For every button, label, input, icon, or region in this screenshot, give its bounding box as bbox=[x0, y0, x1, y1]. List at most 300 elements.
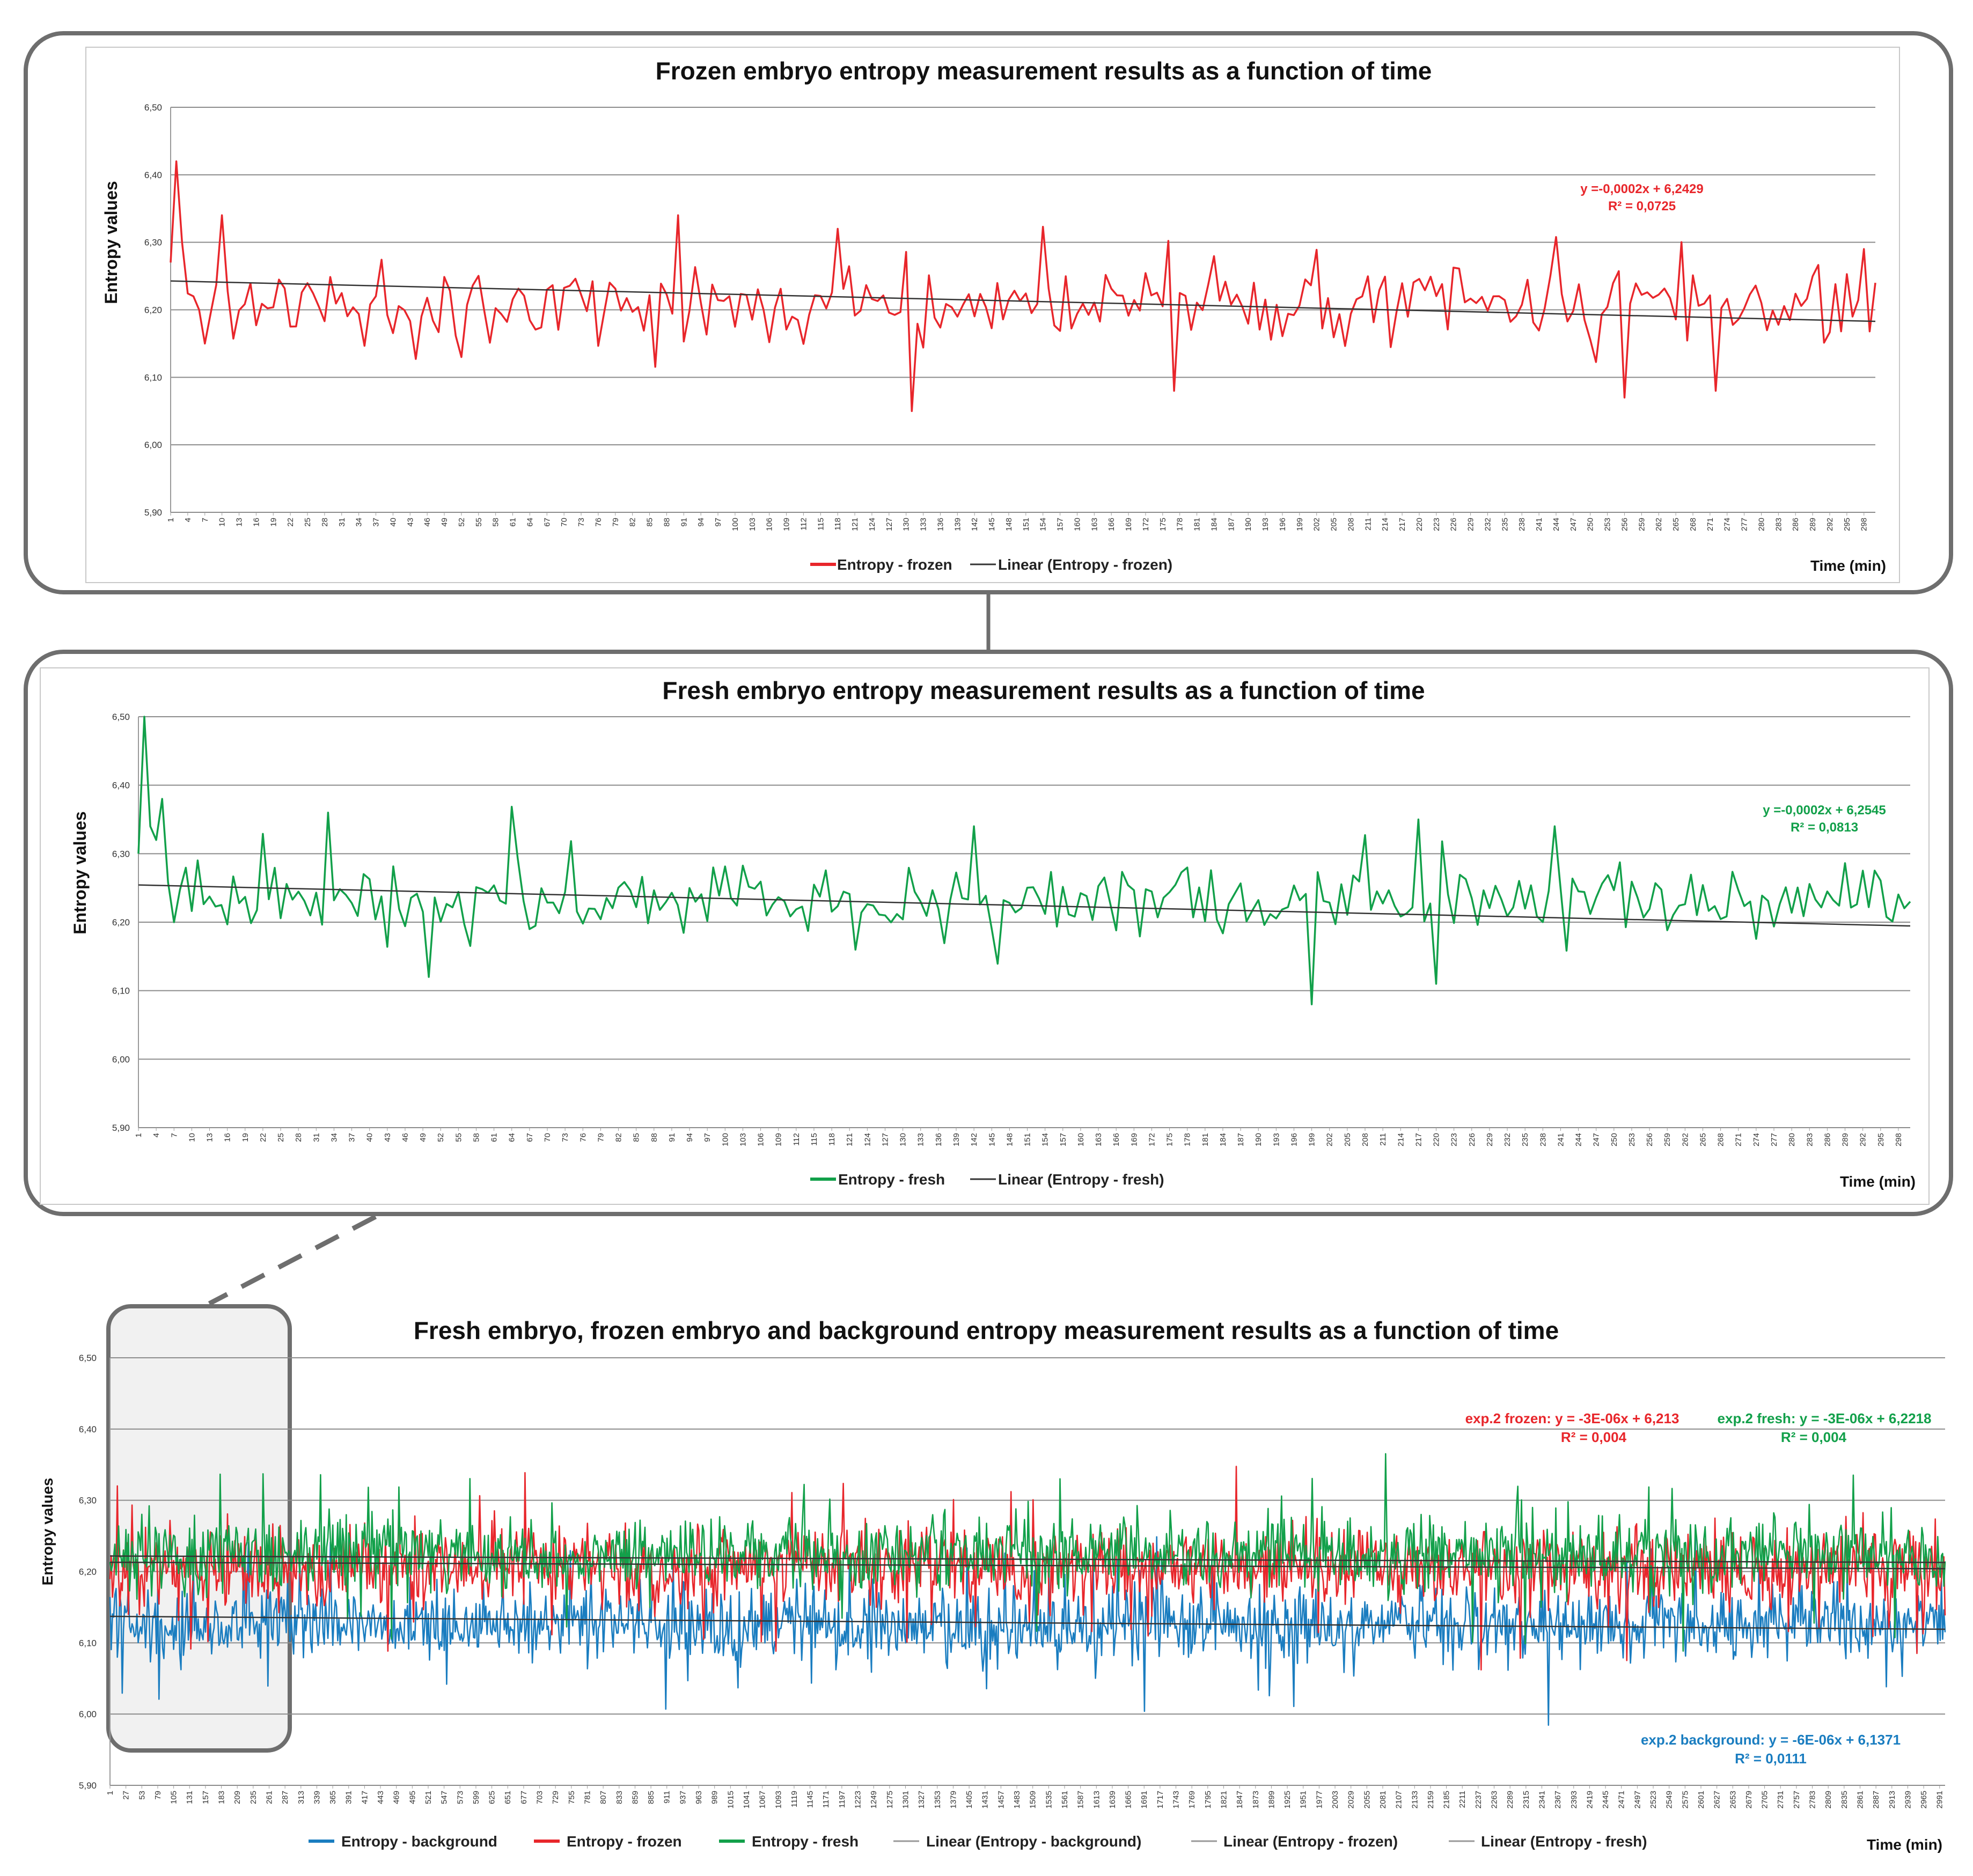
x-tick-label: 55 bbox=[454, 1133, 464, 1142]
x-tick-label: 1093 bbox=[774, 1791, 783, 1809]
x-tick-label: 235 bbox=[248, 1791, 258, 1805]
x-tick-label: 79 bbox=[153, 1791, 163, 1800]
x-tick-label: 1457 bbox=[996, 1791, 1006, 1809]
x-tick-label: 169 bbox=[1129, 1133, 1139, 1147]
x-tick-label: 247 bbox=[1591, 1133, 1601, 1147]
y-tick-label: 6,30 bbox=[78, 1495, 97, 1506]
x-axis-title: Time (min) bbox=[1839, 1173, 1916, 1190]
x-tick-label: 2991 bbox=[1935, 1791, 1945, 1809]
x-tick-label: 292 bbox=[1858, 1133, 1868, 1147]
y-tick-label: 6,10 bbox=[112, 985, 130, 996]
x-tick-label: 136 bbox=[936, 518, 945, 532]
x-tick-label: 199 bbox=[1307, 1133, 1317, 1147]
x-tick-label: 232 bbox=[1483, 518, 1493, 532]
x-tick-label: 2679 bbox=[1744, 1791, 1754, 1809]
x-tick-label: 1275 bbox=[885, 1791, 894, 1809]
x-tick-label: 2081 bbox=[1378, 1791, 1388, 1809]
x-tick-label: 217 bbox=[1414, 1133, 1424, 1147]
x-tick-label: 1561 bbox=[1060, 1791, 1069, 1809]
x-tick-label: 211 bbox=[1363, 518, 1373, 531]
series-lines bbox=[110, 1454, 1945, 1725]
x-tick-label: 124 bbox=[867, 518, 877, 532]
x-tick-label: 2835 bbox=[1839, 1791, 1849, 1809]
x-tick-label: 175 bbox=[1165, 1133, 1175, 1147]
trend-r-squared-fresh: R² = 0,004 bbox=[1780, 1429, 1847, 1445]
legend-label-trend-background: Linear (Entropy - background) bbox=[926, 1833, 1142, 1850]
x-tick-label: 289 bbox=[1840, 1133, 1850, 1147]
x-tick-label: 166 bbox=[1107, 518, 1117, 532]
x-tick-label: 232 bbox=[1503, 1133, 1513, 1147]
x-tick-label: 729 bbox=[551, 1791, 561, 1805]
x-tick-label: 130 bbox=[898, 1133, 908, 1147]
x-tick-label: 262 bbox=[1654, 518, 1664, 532]
x-tick-label: 127 bbox=[881, 1133, 890, 1147]
x-tick-label: 43 bbox=[406, 518, 415, 527]
x-tick-label: 1717 bbox=[1155, 1791, 1165, 1809]
legend-label-frozen: Entropy - frozen bbox=[567, 1833, 682, 1850]
y-axis-title: Entropy values bbox=[101, 181, 121, 304]
x-tick-label: 1821 bbox=[1219, 1791, 1229, 1809]
x-tick-label: 103 bbox=[738, 1133, 748, 1147]
x-tick-label: 145 bbox=[987, 1133, 997, 1147]
x-tick-label: 833 bbox=[614, 1791, 624, 1805]
x-tick-label: 25 bbox=[276, 1133, 286, 1142]
chart-title: Fresh embryo entropy measurement results as a function of time bbox=[662, 676, 1425, 704]
x-tick-label: 46 bbox=[400, 1133, 410, 1142]
x-tick-label: 2783 bbox=[1808, 1791, 1817, 1809]
x-tick-label: 190 bbox=[1254, 1133, 1264, 1147]
legend-label-trend: Linear (Entropy - frozen) bbox=[998, 556, 1173, 573]
x-tick-label: 85 bbox=[645, 518, 655, 527]
x-tick-label: 277 bbox=[1770, 1133, 1779, 1147]
x-tick-label: 2809 bbox=[1824, 1791, 1833, 1809]
x-tick-label: 22 bbox=[286, 518, 296, 527]
x-axis-title: Time (min) bbox=[1866, 1836, 1942, 1853]
x-tick-label: 1119 bbox=[789, 1791, 799, 1808]
x-tick-label: 755 bbox=[567, 1791, 576, 1805]
y-tick-labels bbox=[79, 1353, 97, 1791]
x-tick-label: 16 bbox=[223, 1133, 232, 1142]
x-tick-label: 105 bbox=[169, 1791, 179, 1805]
x-tick-label: 274 bbox=[1722, 518, 1732, 532]
x-tick-label: 67 bbox=[525, 1133, 534, 1142]
x-tick-label: 268 bbox=[1688, 518, 1698, 532]
x-tick-label: 250 bbox=[1586, 518, 1595, 532]
x-tick-label: 911 bbox=[662, 1791, 672, 1804]
y-tick-label: 6,00 bbox=[112, 1054, 130, 1065]
x-tick-label: 2393 bbox=[1569, 1791, 1579, 1809]
x-tick-label: 241 bbox=[1556, 1133, 1566, 1147]
x-tick-label: 2523 bbox=[1649, 1791, 1659, 1809]
x-tick-label: 64 bbox=[507, 1133, 517, 1142]
zoom-connector-dashed bbox=[209, 1217, 376, 1304]
x-tick-label: 295 bbox=[1876, 1133, 1886, 1147]
x-tick-label: 259 bbox=[1663, 1133, 1673, 1147]
x-tick-label: 1327 bbox=[917, 1791, 927, 1809]
x-tick-label: 76 bbox=[593, 518, 603, 527]
x-tick-label: 1665 bbox=[1124, 1791, 1133, 1809]
legend-label-frozen: Entropy - frozen bbox=[837, 556, 952, 573]
x-tick-label: 91 bbox=[667, 1133, 677, 1142]
chart-area-border bbox=[40, 668, 1929, 1204]
x-tick-label: 22 bbox=[258, 1133, 268, 1142]
x-tick-label: 253 bbox=[1603, 518, 1612, 532]
x-tick-label: 217 bbox=[1398, 518, 1407, 532]
x-tick-label: 280 bbox=[1787, 1133, 1797, 1147]
x-tick-label: 73 bbox=[561, 1133, 570, 1142]
x-tick-label: 238 bbox=[1517, 518, 1527, 532]
x-tick-label: 223 bbox=[1449, 1133, 1459, 1147]
x-tick-label: 963 bbox=[694, 1791, 704, 1805]
x-tick-label: 52 bbox=[457, 518, 466, 527]
x-tick-label: 271 bbox=[1705, 518, 1715, 532]
x-tick-label: 280 bbox=[1757, 518, 1766, 532]
x-tick-label: 121 bbox=[850, 518, 860, 532]
x-tick-label: 172 bbox=[1141, 518, 1150, 532]
x-tick-label: 34 bbox=[329, 1133, 339, 1142]
legend bbox=[309, 1833, 1647, 1850]
x-tick-label: 295 bbox=[1842, 518, 1852, 532]
x-tick-label: 365 bbox=[328, 1791, 338, 1805]
x-tick-label: 1925 bbox=[1283, 1791, 1293, 1809]
x-tick-label: 172 bbox=[1147, 1133, 1157, 1147]
y-tick-label: 6,40 bbox=[144, 170, 162, 180]
x-tick-label: 88 bbox=[649, 1133, 659, 1142]
x-tick-label: 2419 bbox=[1585, 1791, 1595, 1809]
x-tick-label: 115 bbox=[816, 518, 826, 531]
x-tick-label: 220 bbox=[1414, 518, 1424, 532]
y-tick-label: 5,90 bbox=[112, 1123, 130, 1133]
x-tick-label: 274 bbox=[1751, 1133, 1761, 1147]
chart-title: Fresh embryo, frozen embryo and background entropy measurement results as a function of time bbox=[413, 1316, 1559, 1344]
x-tick-label: 82 bbox=[628, 518, 637, 527]
y-tick-label: 6,20 bbox=[144, 305, 162, 315]
x-tick-label: 1951 bbox=[1299, 1791, 1308, 1809]
x-tick-label: 208 bbox=[1361, 1133, 1370, 1147]
x-tick-label: 1587 bbox=[1076, 1791, 1085, 1809]
x-tick-label: 10 bbox=[187, 1133, 197, 1142]
trend-equation-background: exp.2 background: y = -6E-06x + 6,1371 bbox=[1640, 1732, 1901, 1748]
x-tick-label: 181 bbox=[1192, 518, 1202, 532]
x-tick-label: 259 bbox=[1637, 518, 1647, 532]
x-tick-label: 2627 bbox=[1712, 1791, 1722, 1809]
x-tick-label: 2211 bbox=[1458, 1791, 1468, 1808]
x-tick-label: 67 bbox=[542, 518, 552, 527]
x-tick-label: 1535 bbox=[1044, 1791, 1054, 1809]
x-tick-label: 262 bbox=[1681, 1133, 1690, 1147]
y-tick-label: 6,20 bbox=[78, 1566, 97, 1577]
legend-label-trend-fresh: Linear (Entropy - fresh) bbox=[1481, 1833, 1647, 1850]
y-tick-label: 6,50 bbox=[112, 712, 130, 722]
x-tick-label: 70 bbox=[560, 518, 569, 527]
x-tick-label: 209 bbox=[233, 1791, 243, 1805]
x-tick-label: 244 bbox=[1574, 1133, 1583, 1147]
fresh-chart bbox=[40, 668, 1929, 1204]
x-tick-label: 100 bbox=[730, 518, 740, 532]
x-tick-label: 199 bbox=[1295, 518, 1304, 532]
x-tick-label: 286 bbox=[1823, 1133, 1832, 1147]
x-tick-label: 100 bbox=[721, 1133, 730, 1147]
y-tick-label: 6,10 bbox=[78, 1638, 97, 1649]
x-tick-label: 202 bbox=[1325, 1133, 1334, 1147]
x-tick-label: 1353 bbox=[933, 1791, 942, 1809]
x-tick-label: 154 bbox=[1038, 518, 1048, 532]
x-tick-label: 1613 bbox=[1092, 1791, 1102, 1809]
trend-equation-fresh: exp.2 fresh: y = -3E-06x + 6,2218 bbox=[1717, 1410, 1932, 1426]
x-tick-label: 178 bbox=[1183, 1133, 1192, 1147]
x-tick-label: 184 bbox=[1218, 1133, 1228, 1147]
x-tick-label: 469 bbox=[392, 1791, 401, 1805]
x-tick-label: 28 bbox=[294, 1133, 304, 1142]
x-tick-label: 241 bbox=[1535, 518, 1544, 532]
x-tick-label: 2939 bbox=[1903, 1791, 1913, 1809]
x-tick-label: 121 bbox=[845, 1133, 855, 1147]
x-tick-label: 118 bbox=[833, 518, 843, 531]
trend-r-squared: R² = 0,0725 bbox=[1608, 199, 1676, 214]
chart-title: Frozen embryo entropy measurement results as a function of time bbox=[655, 57, 1432, 85]
x-tick-label: 43 bbox=[383, 1133, 392, 1142]
x-tick-label: 184 bbox=[1209, 518, 1219, 532]
x-tick-label: 2341 bbox=[1537, 1791, 1547, 1809]
x-tick-label: 178 bbox=[1175, 518, 1185, 532]
trend-r-squared-frozen: R² = 0,004 bbox=[1560, 1429, 1627, 1445]
x-tick-label: 151 bbox=[1021, 518, 1031, 532]
x-tick-label: 495 bbox=[408, 1791, 417, 1805]
x-tick-label: 1223 bbox=[853, 1791, 863, 1809]
x-tick-label: 205 bbox=[1343, 1133, 1352, 1147]
x-tick-label: 40 bbox=[388, 518, 398, 527]
x-tick-label: 145 bbox=[987, 518, 997, 532]
x-tick-label: 287 bbox=[281, 1791, 290, 1805]
x-tick-label: 2471 bbox=[1617, 1791, 1626, 1809]
x-tick-label: 1743 bbox=[1171, 1791, 1181, 1809]
x-tick-label: 133 bbox=[919, 518, 928, 532]
x-tick-label: 19 bbox=[269, 518, 278, 527]
x-tick-label: 91 bbox=[679, 518, 689, 527]
x-tick-label: 1795 bbox=[1203, 1791, 1213, 1809]
y-tick-label: 6,00 bbox=[144, 440, 162, 451]
x-tick-label: 196 bbox=[1278, 518, 1287, 532]
y-tick-label: 6,30 bbox=[144, 237, 162, 248]
trend-equation: y =-0,0002x + 6,2429 bbox=[1580, 182, 1704, 196]
x-tick-label: 1 bbox=[134, 1133, 143, 1138]
trend-r-squared: R² = 0,0813 bbox=[1790, 820, 1859, 835]
x-tick-label: 1899 bbox=[1267, 1791, 1277, 1809]
x-tick-label: 169 bbox=[1124, 518, 1134, 532]
x-tick-label: 261 bbox=[265, 1791, 274, 1805]
x-tick-label: 292 bbox=[1825, 518, 1835, 532]
x-tick-label: 37 bbox=[371, 518, 381, 527]
x-tick-label: 1041 bbox=[742, 1791, 751, 1809]
x-tick-label: 2497 bbox=[1633, 1791, 1642, 1809]
x-tick-label: 2913 bbox=[1887, 1791, 1897, 1809]
x-tick-label: 1197 bbox=[837, 1791, 847, 1808]
x-tick-label: 1015 bbox=[726, 1791, 736, 1809]
x-tick-label: 229 bbox=[1466, 518, 1476, 532]
legend-label-trend-frozen: Linear (Entropy - frozen) bbox=[1223, 1833, 1398, 1850]
x-tick-label: 271 bbox=[1734, 1133, 1743, 1147]
x-tick-label: 154 bbox=[1040, 1133, 1050, 1147]
x-tick-label: 1249 bbox=[869, 1791, 879, 1809]
x-tick-label: 82 bbox=[614, 1133, 624, 1142]
x-tick-label: 49 bbox=[419, 1133, 428, 1142]
x-tick-label: 58 bbox=[472, 1133, 481, 1142]
x-tick-label: 133 bbox=[916, 1133, 926, 1147]
x-tick-label: 160 bbox=[1073, 518, 1082, 532]
x-tick-label: 187 bbox=[1227, 518, 1236, 532]
x-tick-label: 1405 bbox=[965, 1791, 974, 1809]
y-axis-title: Entropy values bbox=[70, 811, 90, 935]
x-tick-label: 4 bbox=[152, 1133, 162, 1138]
x-tick-label: 1847 bbox=[1235, 1791, 1245, 1809]
x-tick-label: 2133 bbox=[1410, 1791, 1420, 1809]
x-tick-label: 937 bbox=[678, 1791, 688, 1805]
x-tick-label: 103 bbox=[747, 518, 757, 532]
y-tick-label: 6,40 bbox=[78, 1424, 97, 1434]
y-tick-label: 6,50 bbox=[78, 1353, 97, 1363]
x-tick-label: 313 bbox=[296, 1791, 306, 1805]
x-tick-label: 142 bbox=[970, 518, 980, 532]
x-tick-label: 256 bbox=[1645, 1133, 1655, 1147]
x-tick-label: 244 bbox=[1551, 518, 1561, 532]
x-tick-label: 34 bbox=[354, 518, 364, 527]
x-tick-label: 118 bbox=[827, 1133, 837, 1146]
x-tick-labels bbox=[106, 1785, 1945, 1808]
x-tick-label: 256 bbox=[1620, 518, 1630, 532]
x-tick-label: 989 bbox=[710, 1791, 720, 1805]
x-tick-label: 703 bbox=[535, 1791, 545, 1805]
x-tick-label: 1301 bbox=[901, 1791, 911, 1809]
x-tick-label: 220 bbox=[1432, 1133, 1441, 1147]
x-tick-label: 19 bbox=[240, 1133, 250, 1142]
x-tick-label: 130 bbox=[901, 518, 911, 532]
x-tick-label: 175 bbox=[1158, 518, 1168, 532]
y-tick-label: 6,40 bbox=[112, 780, 130, 791]
x-tick-label: 94 bbox=[685, 1133, 695, 1142]
x-tick-label: 286 bbox=[1791, 518, 1801, 532]
x-tick-label: 265 bbox=[1698, 1133, 1708, 1147]
x-tick-label: 109 bbox=[782, 518, 791, 532]
x-tick-label: 625 bbox=[487, 1791, 497, 1805]
x-tick-label: 2055 bbox=[1362, 1791, 1372, 1809]
x-tick-label: 94 bbox=[696, 518, 706, 527]
x-tick-label: 1769 bbox=[1187, 1791, 1197, 1809]
x-tick-label: 49 bbox=[440, 518, 450, 527]
x-tick-label: 235 bbox=[1500, 518, 1510, 532]
x-tick-label: 64 bbox=[525, 518, 535, 527]
x-tick-label: 76 bbox=[578, 1133, 588, 1142]
x-tick-label: 2289 bbox=[1506, 1791, 1515, 1809]
x-tick-label: 1509 bbox=[1028, 1791, 1038, 1809]
x-tick-label: 46 bbox=[423, 518, 432, 527]
x-tick-label: 97 bbox=[714, 518, 723, 527]
x-tick-label: 547 bbox=[439, 1791, 449, 1805]
x-tick-label: 226 bbox=[1467, 1133, 1477, 1147]
x-tick-label: 61 bbox=[508, 518, 518, 527]
x-tick-label: 151 bbox=[1023, 1133, 1032, 1147]
x-tick-label: 205 bbox=[1329, 518, 1339, 532]
x-tick-label: 2757 bbox=[1792, 1791, 1801, 1809]
x-tick-label: 2705 bbox=[1760, 1791, 1770, 1809]
x-tick-label: 283 bbox=[1774, 518, 1784, 532]
x-tick-label: 157 bbox=[1058, 1133, 1068, 1147]
legend-label-fresh: Entropy - fresh bbox=[838, 1171, 945, 1188]
x-tick-label: 157 bbox=[201, 1791, 210, 1805]
legend-label-fresh: Entropy - fresh bbox=[752, 1833, 859, 1850]
x-tick-label: 37 bbox=[347, 1133, 357, 1142]
x-tick-label: 73 bbox=[577, 518, 586, 527]
x-tick-label: 2861 bbox=[1855, 1791, 1865, 1809]
x-tick-label: 109 bbox=[774, 1133, 783, 1147]
x-tick-label: 2263 bbox=[1490, 1791, 1499, 1809]
x-tick-label: 339 bbox=[312, 1791, 322, 1805]
x-tick-label: 139 bbox=[953, 518, 963, 532]
x-tick-label: 112 bbox=[791, 1133, 801, 1146]
x-tick-label: 2549 bbox=[1664, 1791, 1674, 1809]
x-tick-label: 31 bbox=[312, 1133, 321, 1142]
x-tick-label: 163 bbox=[1090, 518, 1099, 532]
x-tick-label: 298 bbox=[1859, 518, 1869, 532]
legend-label-trend: Linear (Entropy - fresh) bbox=[998, 1171, 1164, 1188]
x-tick-label: 7 bbox=[170, 1133, 179, 1138]
x-tick-label: 79 bbox=[611, 518, 620, 527]
x-tick-label: 885 bbox=[647, 1791, 656, 1805]
y-tick-label: 6,00 bbox=[78, 1709, 97, 1720]
x-tick-label: 16 bbox=[252, 518, 261, 527]
x-tick-label: 131 bbox=[185, 1791, 195, 1805]
trend-equation: y =-0,0002x + 6,2545 bbox=[1763, 803, 1886, 818]
x-tick-label: 677 bbox=[519, 1791, 529, 1805]
x-tick-label: 2731 bbox=[1776, 1791, 1786, 1809]
x-tick-label: 28 bbox=[320, 518, 329, 527]
y-axis-title: Entropy values bbox=[39, 1477, 56, 1586]
x-tick-label: 417 bbox=[360, 1791, 370, 1805]
x-tick-label: 181 bbox=[1200, 1133, 1210, 1147]
x-tick-label: 13 bbox=[234, 518, 244, 527]
y-tick-label: 6,20 bbox=[112, 917, 130, 928]
x-tick-label: 163 bbox=[1094, 1133, 1104, 1147]
x-tick-label: 31 bbox=[337, 518, 347, 527]
x-tick-label: 2029 bbox=[1346, 1791, 1356, 1809]
x-tick-label: 106 bbox=[756, 1133, 766, 1147]
x-tick-label: 226 bbox=[1449, 518, 1458, 532]
x-tick-label: 807 bbox=[599, 1791, 608, 1805]
trend-equation-frozen: exp.2 frozen: y = -3E-06x + 6,213 bbox=[1465, 1410, 1679, 1426]
x-tick-label: 157 bbox=[1055, 518, 1065, 532]
y-tick-label: 6,30 bbox=[112, 849, 130, 859]
x-tick-label: 2237 bbox=[1473, 1791, 1483, 1809]
x-tick-label: 2653 bbox=[1728, 1791, 1738, 1809]
x-tick-label: 166 bbox=[1112, 1133, 1121, 1147]
x-tick-label: 573 bbox=[456, 1791, 465, 1805]
x-tick-label: 443 bbox=[376, 1791, 386, 1805]
x-tick-label: 79 bbox=[596, 1133, 606, 1142]
x-tick-label: 127 bbox=[884, 518, 894, 532]
y-tick-label: 5,90 bbox=[78, 1781, 97, 1791]
x-tick-label: 651 bbox=[503, 1791, 513, 1805]
x-tick-label: 1379 bbox=[949, 1791, 958, 1809]
x-tick-label: 253 bbox=[1627, 1133, 1637, 1147]
combined-chart bbox=[39, 1306, 1945, 1853]
x-tick-label: 53 bbox=[137, 1791, 147, 1800]
x-tick-label: 1483 bbox=[1013, 1791, 1022, 1809]
x-tick-label: 70 bbox=[543, 1133, 552, 1142]
x-tick-label: 1 bbox=[166, 518, 175, 523]
x-tick-label: 148 bbox=[1005, 1133, 1015, 1147]
x-tick-label: 247 bbox=[1568, 518, 1578, 532]
x-tick-label: 106 bbox=[765, 518, 774, 532]
x-tick-label: 183 bbox=[217, 1791, 226, 1805]
